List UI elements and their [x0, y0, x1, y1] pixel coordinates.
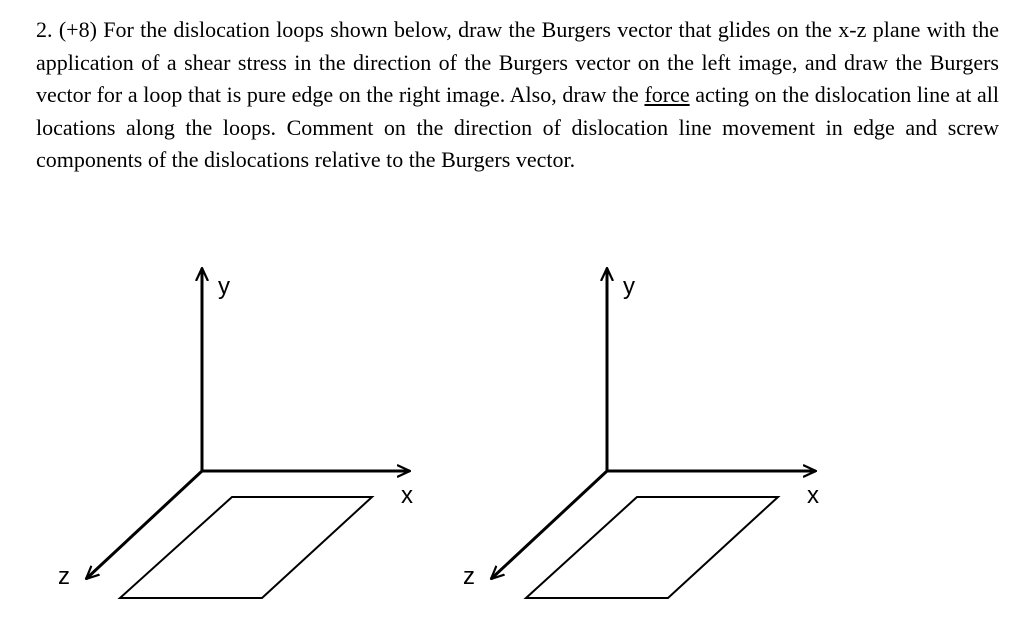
right-z-label: z: [463, 563, 475, 590]
problem-text-part-2: acting on the dislocation line at all locations along the loops. Comment on the direction of dislocation line movement in edge and screw components of the dislocations relative to the Burgers vector.: [36, 82, 999, 173]
underlined-word-force: force: [644, 82, 690, 108]
right-figure: [463, 268, 819, 598]
right-z-axis: [491, 471, 607, 579]
left-x-label: x: [401, 482, 413, 509]
left-y-label: y: [218, 273, 230, 300]
left-figure: [58, 268, 413, 598]
left-z-label: z: [58, 563, 70, 590]
right-x-label: x: [807, 482, 819, 509]
left-z-axis: [86, 471, 202, 579]
right-y-label: y: [623, 273, 635, 300]
problem-text-part-1: 2. (+8) For the dislocation loops shown below, draw the Burgers vector that glides on the x-z plane with the application of a shear stress in the direction of the Burgers vector on the left image, and draw the Burgers vector for a loop that is pure edge on the right image. Also, draw the: [36, 17, 999, 108]
